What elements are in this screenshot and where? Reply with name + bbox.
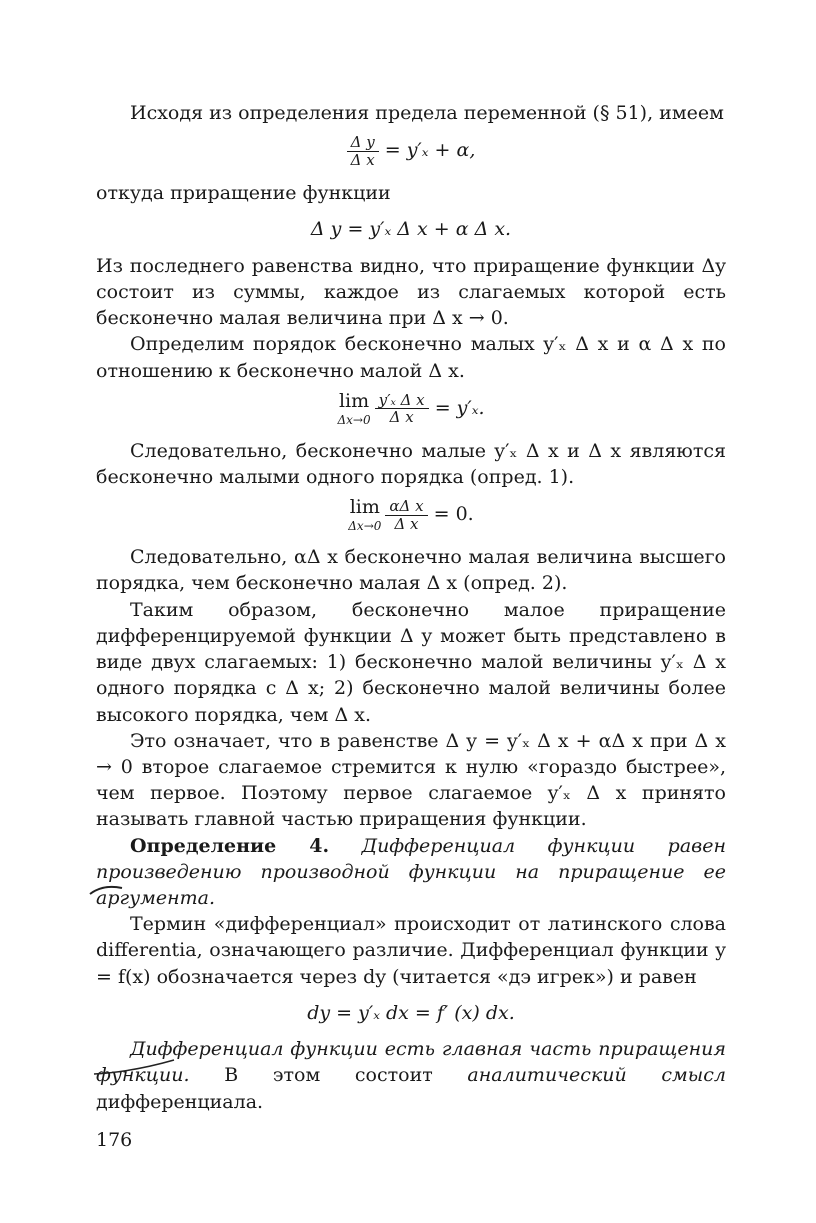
paragraph-1: Исходя из определения предела переменной (§ 51), имеем [130,102,724,124]
page-content [96,100,726,1153]
paragraph-8: Это означает, что в равенстве Δ y = y′ₓ Δ x + αΔ x при Δ x → 0 второе слагаемое стремится к нулю «гораздо быстрее», чем первое. Поэтому первое слагаемое y′ₓ Δ x принято называть главной частью приращения функции. [96,729,726,831]
paragraph-4: Определим порядок бесконечно малых y′ₓ Δ x и α Δ x по отношению к бесконечно малой Δ x. [96,333,726,382]
formula-1: $\frac{\text{Δ y}}{\text{Δ x}}$ = y′ₓ + α, [96,134,726,168]
paragraph-6: Следовательно, αΔ x бесконечно малая величина высшего порядка, чем бесконечно малая Δ x (опред. 2). [96,546,726,595]
pencil-mark-underline [92,1056,182,1080]
definition-body: Дифференциал функции равен произведению производной функции на приращение ее аргумента. [96,834,726,910]
pencil-mark-arrow [88,880,128,900]
paragraph-10: Дифференциал функции есть главная часть приращения функции. В этом состоит аналитический смысл дифференциала. [96,1038,726,1113]
paragraph-9: Термин «дифференциал» происходит от латинского слова differentia, означающего различие. Дифференциал функции y = f(x) обозначается через dy (читается «дэ игрек») и равен [96,913,726,988]
definition-4 [96,833,726,912]
paragraph-3: Из последнего равенства видно, что приращение функции Δy состоит из суммы, каждое из слагаемых которой есть бесконечно малая величина при Δ x → 0. [96,254,726,330]
fraction: $\frac{\text{Δ y}}{\text{Δ x}}$ [347,134,379,168]
limit-formula-2: lim Δx→0 $\frac{\text{αΔ x}}{\text{Δ x}}$ = 0. [348,496,474,534]
page-number: 176 [96,1128,133,1151]
limit-formula-1: lim Δx→0 $\frac{\text{y′ₓ Δ x}}{\text{Δ x}}$ = y′ₓ. [337,389,485,427]
definition-heading: Определение 4. [130,834,330,857]
paragraph-7: Таким образом, бесконечно малое приращение дифференцируемой функции Δ y может быть представлено в виде двух слагаемых: 1) бесконечно малой величины y′ₓ Δ x одного порядка с Δ x; 2) бесконечно малой величины более высокого порядка, чем Δ x. [96,598,726,726]
paragraph-5: Следовательно, бесконечно малые y′ₓ Δ x и Δ x являются бесконечно малыми одного порядка (опред. 1). [96,439,726,488]
formula-3: dy = y′ₓ dx = f′ (x) dx. [307,1001,515,1024]
paragraph-2: откуда приращение функции [96,182,391,205]
formula-2: Δ y = y′ₓ Δ x + α Δ x. [310,218,512,241]
